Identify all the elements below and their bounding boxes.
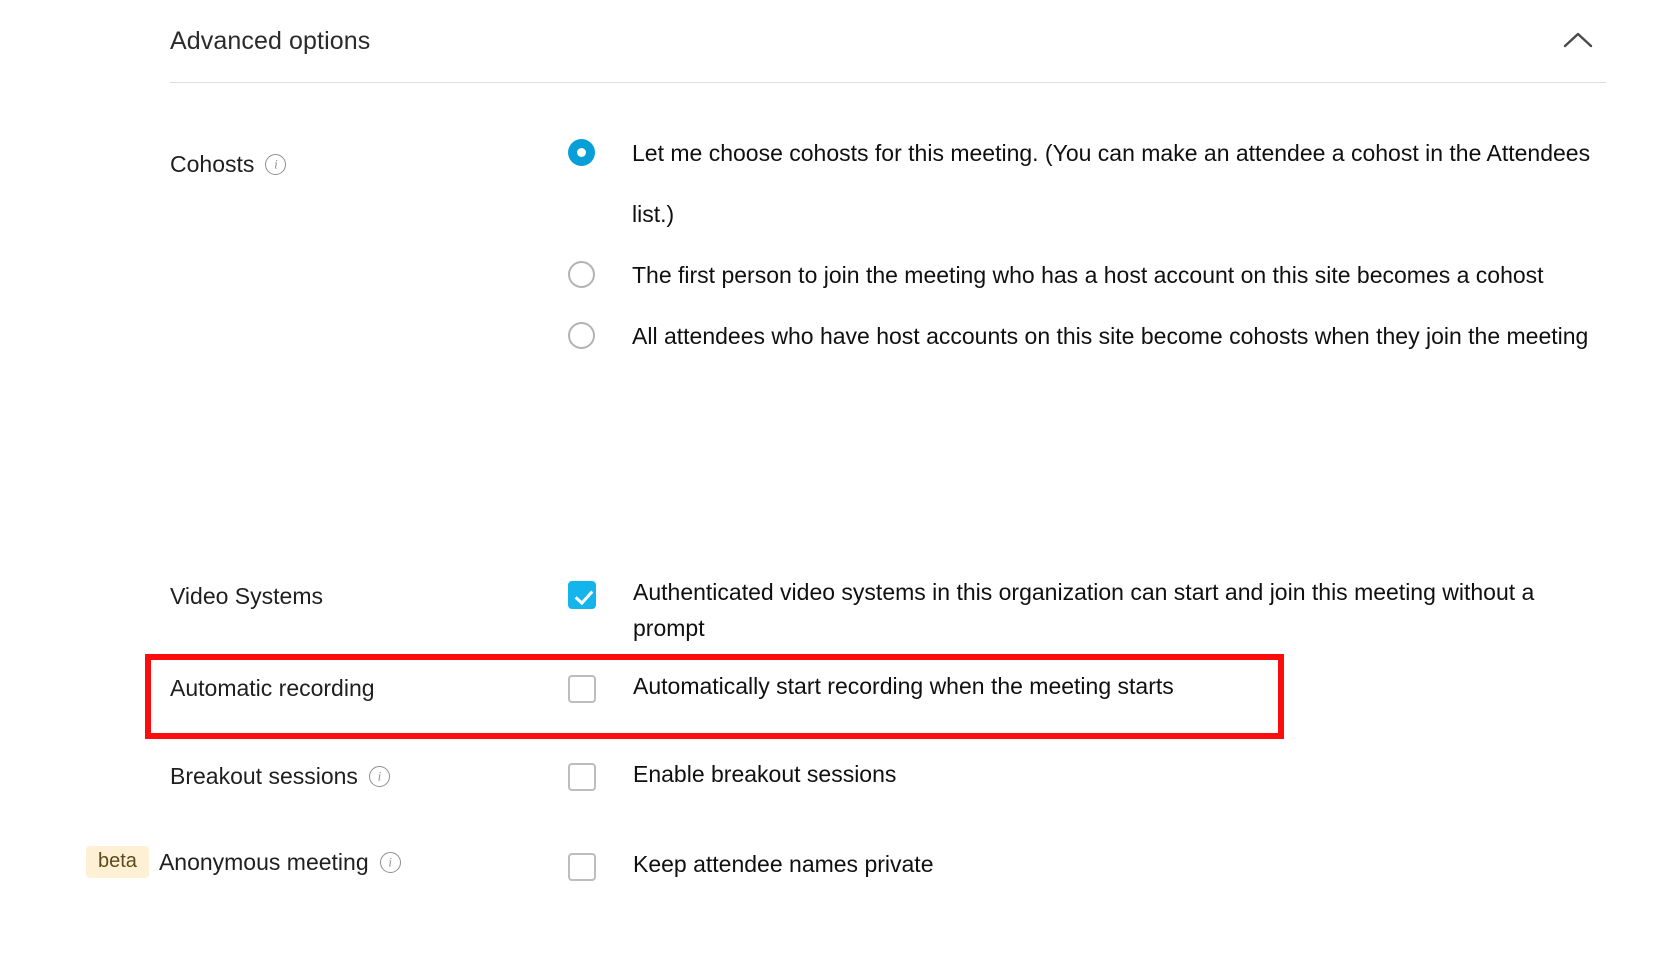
header-divider [170, 82, 1606, 83]
radio-option-all-attendees-label: All attendees who have host accounts on this site become cohosts when they join the meeting [632, 323, 1589, 349]
radio-option-first-person-label: The first person to join the meeting who has a host account on this site becomes a cohost [632, 262, 1544, 288]
info-icon-breakout-sessions[interactable]: i [369, 766, 390, 787]
label-automatic-recording-text: Automatic recording [170, 675, 375, 701]
label-video-systems-text: Video Systems [170, 583, 323, 609]
radio-option-first-person[interactable] [568, 258, 1598, 306]
radio-option-all-attendees[interactable] [568, 319, 1598, 367]
radio-first-person[interactable] [568, 261, 595, 288]
label-breakout-sessions [170, 762, 390, 790]
radio-option-let-me-choose-label: Let me choose cohosts for this meeting. (You can make an attendee a cohost in the Attendees list.) [632, 140, 1591, 227]
checkbox-anonymous-meeting[interactable] [568, 853, 596, 881]
label-cohosts [170, 150, 286, 178]
anonymous-meeting-control [568, 850, 1548, 881]
checkbox-option-breakout-sessions[interactable] [568, 760, 1548, 791]
chevron-up-icon[interactable] [1558, 20, 1598, 60]
breakout-sessions-control [568, 760, 1548, 791]
info-icon-cohosts[interactable]: i [265, 154, 286, 175]
label-video-systems [170, 582, 323, 610]
label-automatic-recording [170, 674, 375, 702]
radio-all-attendees[interactable] [568, 322, 595, 349]
advanced-options-header [170, 18, 1602, 80]
page-title: Advanced options [170, 27, 371, 55]
checkbox-option-breakout-sessions-label: Enable breakout sessions [633, 761, 897, 787]
status-badge-beta: beta [86, 846, 149, 878]
checkbox-option-automatic-recording-label: Automatically start recording when the meeting starts [633, 673, 1174, 699]
video-systems-control [568, 578, 1548, 646]
checkbox-option-anonymous-meeting[interactable] [568, 850, 1548, 881]
cohosts-radio-group [568, 136, 1598, 367]
checkbox-option-automatic-recording[interactable] [568, 672, 1548, 703]
checkbox-option-video-systems-label: Authenticated video systems in this organization can start and join this meeting without a prompt [633, 579, 1535, 641]
automatic-recording-control [568, 672, 1548, 703]
label-anonymous-meeting [86, 846, 401, 878]
checkbox-option-anonymous-meeting-label: Keep attendee names private [633, 851, 934, 877]
checkbox-video-systems[interactable] [568, 581, 596, 609]
label-anonymous-meeting-text: Anonymous meeting [158, 849, 369, 875]
checkbox-automatic-recording[interactable] [568, 675, 596, 703]
label-breakout-sessions-text: Breakout sessions [170, 763, 358, 789]
radio-option-let-me-choose[interactable] [568, 136, 1598, 245]
label-cohosts-text: Cohosts [170, 151, 255, 177]
info-icon-anonymous-meeting[interactable]: i [380, 852, 401, 873]
checkbox-option-video-systems[interactable] [568, 578, 1548, 646]
checkbox-breakout-sessions[interactable] [568, 763, 596, 791]
radio-let-me-choose[interactable] [568, 139, 595, 166]
